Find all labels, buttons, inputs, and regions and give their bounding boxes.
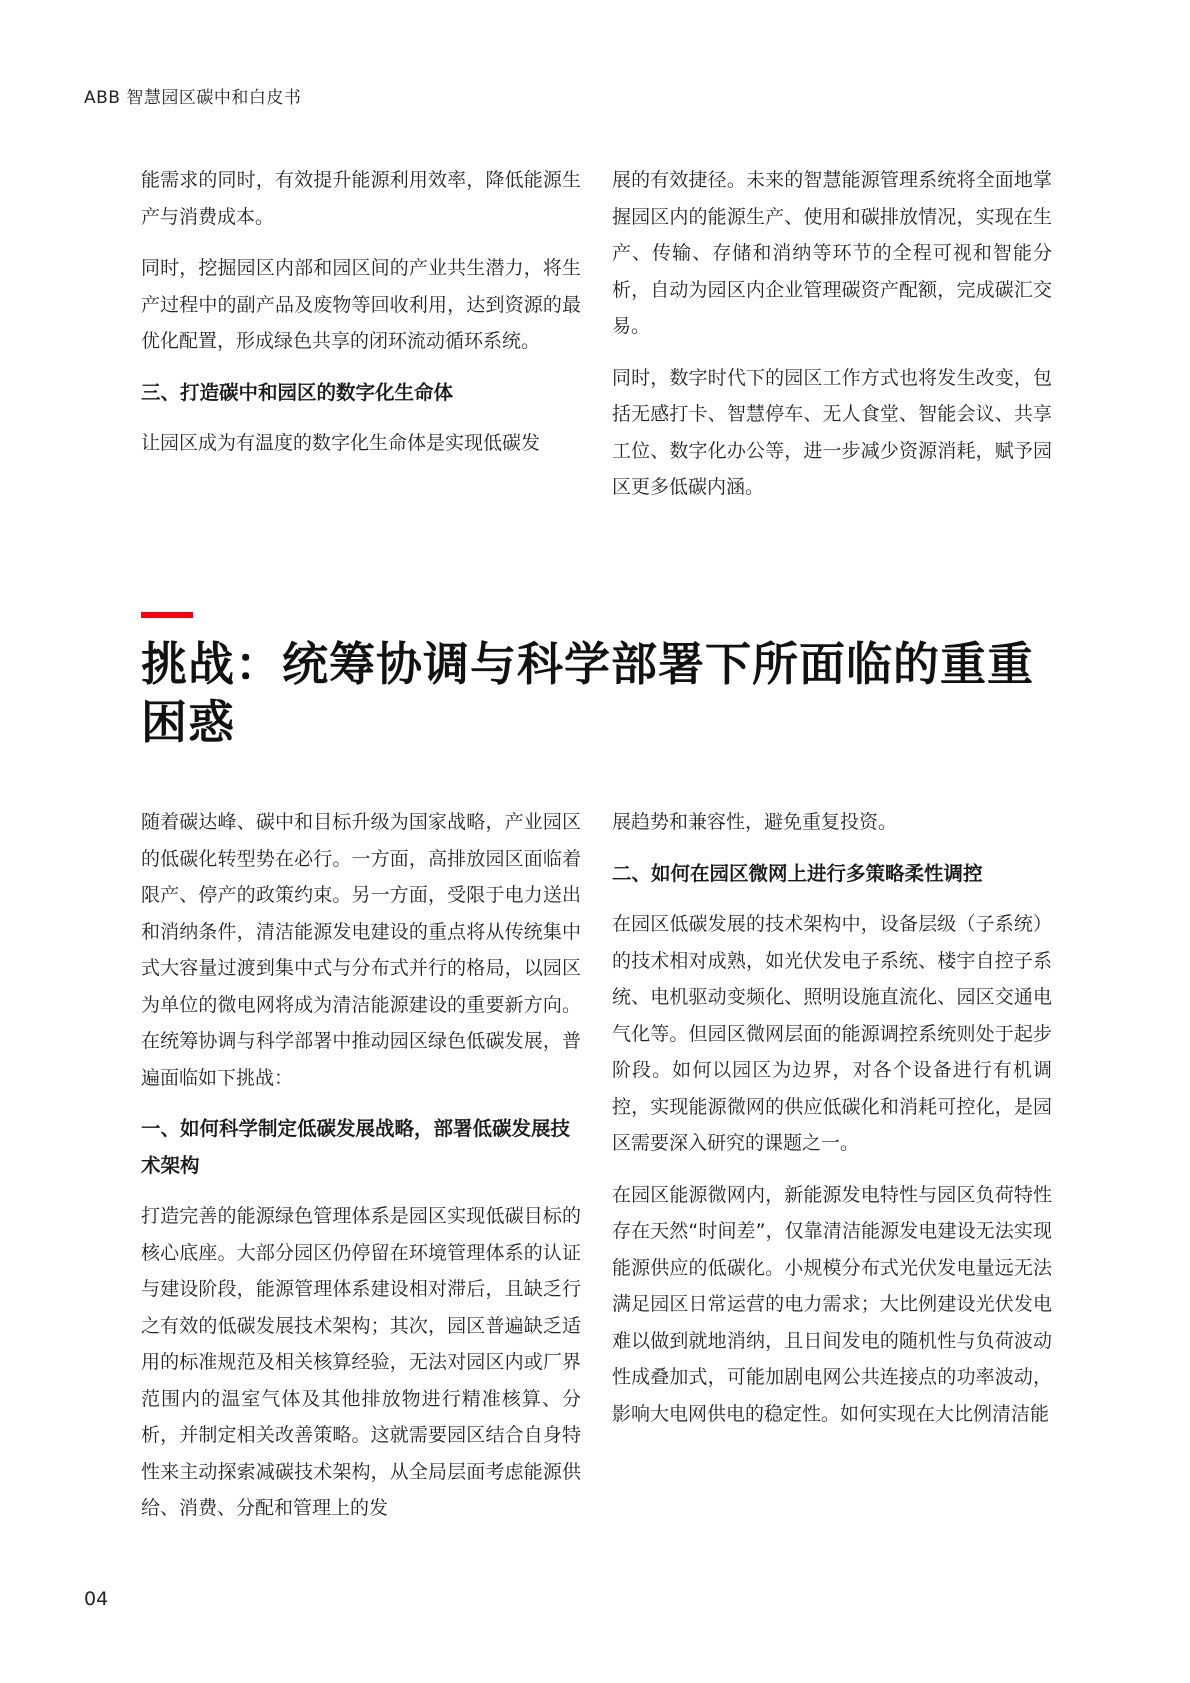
subheading: 一、如何科学制定低碳发展战略，部署低碳发展技术架构 [141,1117,571,1177]
page-number: 04 [84,1588,109,1610]
bottom-right-column [612,804,1052,1447]
top-left-column [141,162,581,477]
document-header: ABB 智慧园区碳中和白皮书 [84,88,302,108]
paragraph: 在园区能源微网内，新能源发电特性与园区负荷特性存在天然“时间差”，仅靠清洁能源发电建设无法实现能源供应的低碳化。小规模分布式光伏发电量远无法满足园区日常运营的电力需求；大比例建设光伏发电难以做到就地消纳，且日间发电的随机性与负荷波动性成叠加式，可能加剧电网公共连接点的功率波动，影响大电网供电的稳定性。如何实现在大比例清洁能 [612,1183,1052,1425]
paragraph: 同时，数字时代下的园区工作方式也将发生改变，包括无感打卡、智慧停车、无人食堂、智能会议、共享工位、数字化办公等，进一步减少资源消耗，赋予园区更多低碳内涵。 [612,366,1052,498]
paragraph: 随着碳达峰、碳中和目标升级为国家战略，产业园区的低碳化转型势在必行。一方面，高排放园区面临着限产、停产的政策约束。另一方面，受限于电力送出和消纳条件，清洁能源发电建设的重点将从传统集中式大容量过渡到集中式与分布式并行的格局，以园区为单位的微电网将成为清洁能源建设的重要新方向。在统筹协调与科学部署中推动园区绿色低碳发展，普遍面临如下挑战： [141,811,581,1089]
paragraph: 能需求的同时，有效提升能源利用效率，降低能源生产与消费成本。 [141,169,581,228]
paragraph: 同时，挖掘园区内部和园区间的产业共生潜力，将生产过程中的副产品及废物等回收利用，达到资源的最优化配置，形成绿色共享的闭环流动循环系统。 [141,257,581,352]
subheading: 二、如何在园区微网上进行多策略柔性调控 [612,861,983,885]
paragraph: 让园区成为有温度的数字化生命体是实现低碳发 [141,432,541,454]
subheading: 三、打造碳中和园区的数字化生命体 [141,380,454,404]
section-title: 挑战：统筹协调与科学部署下所面临的重重困惑 [141,637,1034,749]
paragraph: 打造完善的能源绿色管理体系是园区实现低碳目标的核心底座。大部分园区仍停留在环境管理体系的认证与建设阶段，能源管理体系建设相对滞后，且缺乏行之有效的低碳发展技术架构；其次，园区普遍缺乏适用的标准规范及相关核算经验，无法对园区内或厂界范围内的温室气体及其他排放物进行精准核算、分析，并制定相关改善策略。这就需要园区结合自身特性来主动探索减碳技术架构，从全局层面考虑能源供给、消费、分配和管理上的发 [141,1205,581,1519]
section-accent-bar [141,612,193,618]
bottom-left-column [141,804,581,1542]
paragraph: 在园区低碳发展的技术架构中，设备层级（子系统）的技术相对成熟，如光伏发电子系统、楼宇自控子系统、电机驱动变频化、照明设施直流化、园区交通电气化等。但园区微网层面的能源调控系统则处于起步阶段。如何以园区为边界，对各个设备进行有机调控，实现能源微网的供应低碳化和消耗可控化，是园区需要深入研究的课题之一。 [612,913,1052,1154]
top-right-column [612,162,1052,521]
paragraph: 展的有效捷径。未来的智慧能源管理系统将全面地掌握园区内的能源生产、使用和碳排放情况，实现在生产、传输、存储和消纳等环节的全程可视和智能分析，自动为园区内企业管理碳资产配额，完成碳汇交易。 [612,169,1052,337]
paragraph: 展趋势和兼容性，避免重复投资。 [612,811,898,833]
